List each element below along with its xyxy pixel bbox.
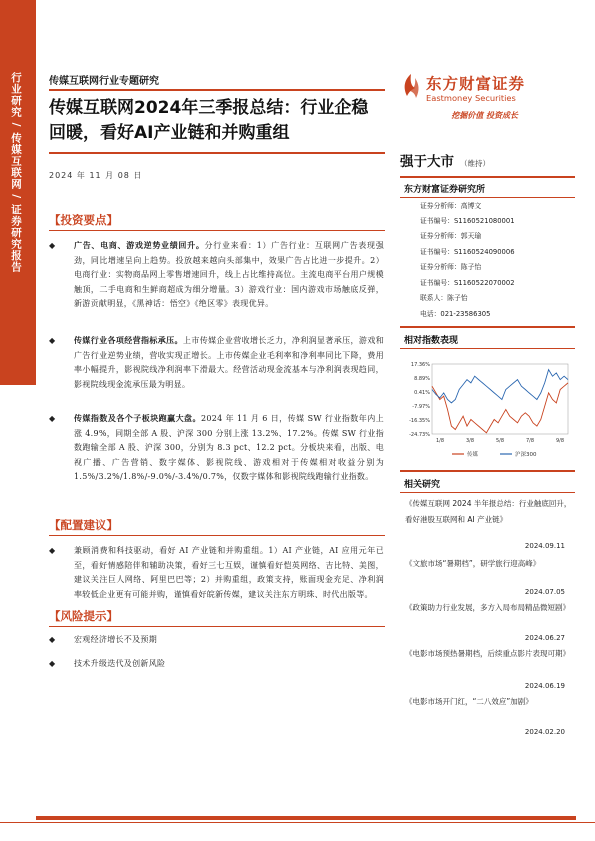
company-logo: [398, 66, 578, 124]
footer-line: [0, 822, 595, 823]
sidebar-band: [0, 0, 36, 385]
bullet-diamond-icon: ◆: [49, 414, 56, 423]
bullet-diamond-icon: ◆: [49, 546, 56, 555]
bullet-diamond-icon: ◆: [49, 635, 56, 644]
related-item-date: 2024.06.27: [524, 634, 565, 642]
y-tick-label: -16.35%: [409, 418, 430, 424]
rating-label: 强于大市: [400, 154, 454, 170]
analyst-line: 证券分析师：高博文: [420, 202, 482, 210]
investment-point: [74, 412, 384, 485]
logo-name-en: Eastmoney Securities: [426, 93, 516, 103]
allocation-text: 兼顾消费和科技驱动，看好 AI 产业链和并购重组。1）AI 产业链，AI 应用元年已至，看好情感陪伴和辅助决策，看好三七互娱，谨慎看好恺英网络、吉比特、美图，建议关注巨人网络、阿里巴巴等；2）并购重组，政策支持，账面现金充足、净利润率较低企业更有可能并购，谨慎看好皖新传媒，建议关注东方明珠、时代出版等。: [74, 546, 384, 599]
x-tick-label: 1/8: [435, 438, 445, 444]
logo-name-cn: 东方财富证券: [426, 75, 526, 93]
analyst-line: 联系人：陈子怡: [420, 294, 468, 302]
investment-point: [74, 334, 384, 392]
bullet-diamond-icon: ◆: [49, 659, 56, 668]
institute-divider: [400, 197, 575, 198]
analyst-line: 证书编号：S1160524090006: [420, 248, 515, 256]
investment-point-body: 分行业来看：1）广告行业：互联网广告表现强劲，同比增速呈向上趋势。投放越来越向头部集中，效果广告占比进一步提升。2）电商行业：实物商品网上零售增速回升，线上占比维持高位。主流电商平台用户规模触顶，二手电商和生鲜商超成为细分增量。3）游戏行业：国内游戏市场触底反弹，新游贡献明显，《黑神话：悟空》《绝区零》表现优异。: [74, 241, 384, 309]
report-title: 传媒互联网2024年三季报总结：行业企稳回暖，看好AI产业链和并购重组: [49, 98, 369, 143]
y-tick-label: 8.89%: [414, 376, 430, 382]
bullet-diamond-icon: ◆: [49, 336, 56, 345]
legend-label: 传媒: [467, 452, 479, 458]
related-item-date: 2024.02.20: [524, 728, 565, 736]
sidebar-category: 行业研究 / 传媒互联网 / 证券研究报告: [10, 72, 22, 273]
analyst-line: 电话：021-23586305: [420, 310, 491, 318]
logo-slogan: 挖掘价值 投资成长: [451, 111, 518, 120]
investment-point-lead: 广告、电商、游戏逆势业绩回升。: [74, 241, 205, 250]
analyst-line: 证券分析师：陈子怡: [420, 263, 482, 271]
rating-sub: （维持）: [460, 159, 490, 168]
section-divider: [49, 626, 385, 627]
section-risk-heading: 【风险提示】: [49, 609, 118, 623]
relative-index-chart: [400, 356, 575, 466]
section-allocation-heading: 【配置建议】: [49, 518, 118, 532]
rating-box: [400, 150, 575, 170]
y-tick-label: 17.36%: [410, 362, 430, 368]
investment-point: [74, 239, 384, 312]
section-divider: [49, 230, 385, 231]
analyst-line: 证书编号：S1160522070002: [420, 279, 515, 287]
related-item-title[interactable]: 《政策助力行业发展，多方入局布局精品微短剧》: [405, 603, 570, 612]
related-top-divider: [400, 470, 575, 472]
related-item-date: 2024.06.19: [524, 682, 565, 690]
series-line-media: [432, 383, 568, 433]
related-heading-divider: [400, 492, 575, 493]
rating-divider: [400, 176, 575, 178]
analyst-line: 证券分析师：郭天瑜: [420, 232, 482, 240]
analyst-line: 证书编号：S1160521080001: [420, 217, 515, 225]
risk-item: 技术升级迭代及创新风险: [74, 659, 166, 668]
x-tick-label: 9/8: [555, 438, 565, 444]
related-item-title[interactable]: 《文旅市场“暑期档”，研学旅行迎高峰》: [405, 559, 541, 568]
risk-item: 宏观经济增长不及预期: [74, 635, 157, 644]
x-tick-label: 7/8: [525, 438, 535, 444]
section-investment-heading: 【投资要点】: [49, 213, 118, 227]
chart-heading: 相对指数表现: [404, 336, 459, 346]
logo-mark-icon: [400, 72, 422, 100]
investment-point-lead: 传媒指数及各个子板块跑赢大盘。: [74, 414, 201, 423]
footer-bar: [36, 816, 576, 820]
related-heading: 相关研究: [404, 480, 441, 490]
related-item-title[interactable]: 《电影市场预热暑期档，后续重点影片表现可期》: [405, 649, 570, 658]
chart-top-divider: [400, 326, 575, 328]
investment-point-lead: 传媒行业各项经营指标承压。: [74, 336, 183, 345]
report-type: 传媒互联网行业专题研究: [49, 76, 159, 87]
header-divider: [49, 89, 385, 91]
section-divider: [49, 535, 385, 536]
y-tick-label: -24.73%: [409, 432, 430, 438]
legend-label: 沪深300: [515, 452, 537, 458]
related-item-date: 2024.09.11: [524, 542, 565, 550]
bullet-diamond-icon: ◆: [49, 241, 56, 250]
investment-point-body: 2024 年 11 月 6 日，传媒 SW 行业指数年内上涨 4.9%，同期全部 A 股、沪深 300 分别上涨 13.2%、17.2%。传媒 SW 行业指数跑输全部 A 股、沪深 300，分别为 8.3 pct、12.2 pct。分板块来看，出版、电视广播、广告营销、数字媒体、影视院线、游戏相对于传媒相对收益分别为 1.5%/3.2%/1.8%/-9.0%/-3.4%/0.7%，仅数字媒体和影视院线跑输行业指数。: [74, 414, 384, 482]
institute-name: 东方财富证券研究所: [404, 185, 486, 195]
title-divider: [49, 152, 385, 154]
investment-point-body: 上市传媒企业营收增长乏力，净利润显著承压，游戏和广告行业逆势业绩，营收实现正增长。上市传媒企业毛利率和净利率同比下降，费用率小幅提升，影视院线净利润率下滑最大。经营活动现金流基本与净利润表现趋同，影视院线现金流承压最为明显。: [74, 336, 384, 389]
report-date: 2024 年 11 月 08 日: [49, 171, 143, 180]
related-item-date: 2024.07.05: [524, 588, 565, 596]
x-tick-label: 3/8: [465, 438, 475, 444]
y-tick-label: -7.97%: [412, 404, 430, 410]
y-tick-label: 0.41%: [414, 390, 430, 396]
x-tick-label: 5/8: [495, 438, 505, 444]
related-item-title[interactable]: 《电影市场开门红，“二八效应”加剧》: [405, 697, 533, 706]
related-item-title[interactable]: 《传媒互联网 2024 半年报总结：行业触底回升，看好港股互联网和 AI 产业链》: [405, 499, 572, 524]
chart-heading-divider: [400, 348, 575, 349]
